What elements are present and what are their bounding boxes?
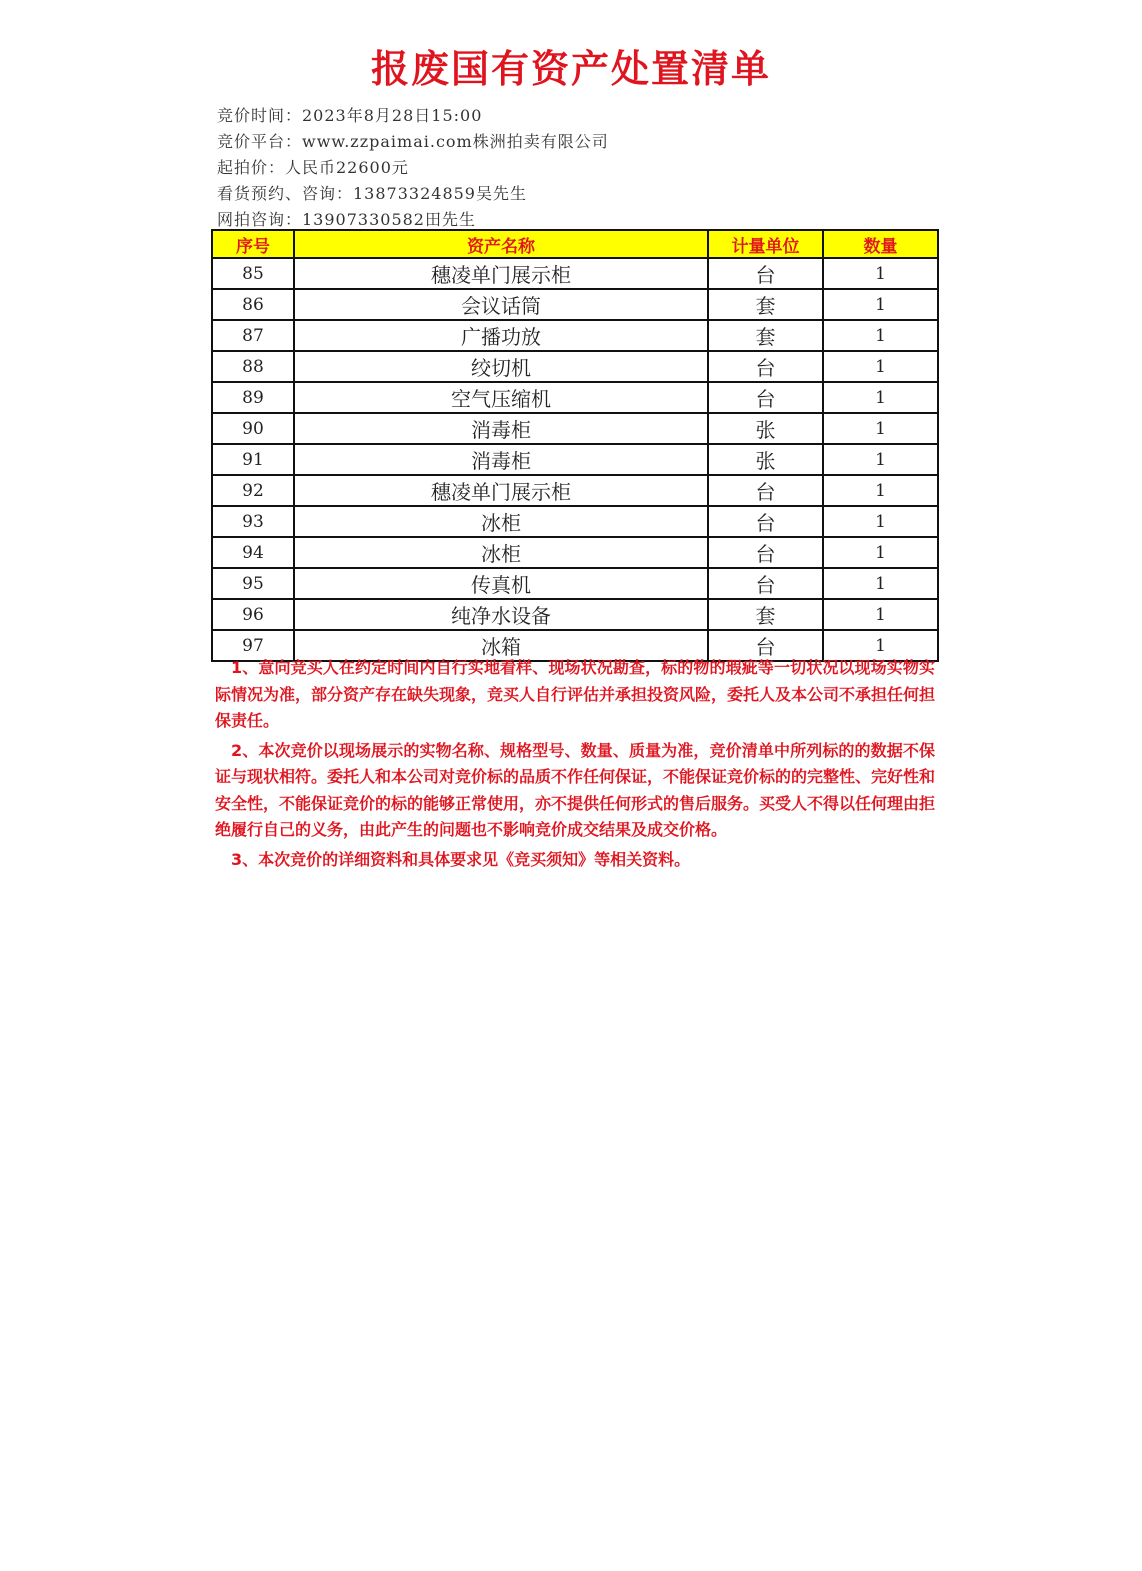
page-title: 报废国有资产处置清单 (370, 47, 771, 91)
serial-no: 96 (212, 599, 294, 630)
table-row (212, 444, 938, 475)
serial-no: 93 (212, 506, 294, 537)
note-reference: 3、本次竞价的详细资料和具体要求见《竞买须知》等相关资料。 (231, 849, 691, 869)
starting-price: 起拍价：人民币22600元 (217, 158, 409, 177)
table-header-row (212, 230, 938, 258)
asset-name: 空气压缩机 (294, 382, 708, 413)
viewing-contact: 看货预约、咨询：13873324859吴先生 (217, 184, 527, 203)
quantity: 1 (823, 537, 938, 568)
unit: 套 (708, 320, 823, 351)
serial-no: 97 (212, 630, 294, 661)
asset-name: 纯净水设备 (294, 599, 708, 630)
quantity: 1 (823, 320, 938, 351)
auction-time: 竞价时间：2023年8月28日15:00 (217, 106, 483, 125)
asset-name: 传真机 (294, 568, 708, 599)
asset-table (211, 229, 939, 662)
unit: 台 (708, 568, 823, 599)
unit: 台 (708, 475, 823, 506)
table-row (212, 506, 938, 537)
unit: 台 (708, 630, 823, 661)
asset-name: 会议话筒 (294, 289, 708, 320)
note-inspection: 1、意向竞买人在约定时间内自行实地看样、现场状况勘查，标的物的瑕疵等一切状况以现场实物实际情况为准，部分资产存在缺失现象，竞买人自行评估并承担投资风险，委托人及本公司不承担任何担保责任。 (215, 658, 936, 730)
unit: 台 (708, 537, 823, 568)
quantity: 1 (823, 382, 938, 413)
quantity: 1 (823, 258, 938, 289)
asset-name: 冰柜 (294, 537, 708, 568)
asset-name: 穗凌单门展示柜 (294, 475, 708, 506)
asset-name: 消毒柜 (294, 444, 708, 475)
asset-name: 穗凌单门展示柜 (294, 258, 708, 289)
serial-no: 94 (212, 537, 294, 568)
serial-no: 85 (212, 258, 294, 289)
quantity: 1 (823, 289, 938, 320)
table-row (212, 413, 938, 444)
asset-name: 冰柜 (294, 506, 708, 537)
serial-no: 86 (212, 289, 294, 320)
note-disclaimer: 2、本次竞价以现场展示的实物名称、规格型号、数量、质量为准，竞价清单中所列标的的数据不保证与现状相符。委托人和本公司对竞价标的品质不作任何保证，不能保证竞价标的的完整性、完好性和安全性，不能保证竞价的标的能够正常使用，亦不提供任何形式的售后服务。买受人不得以任何理由拒绝履行自己的义务，由此产生的问题也不影响竞价成交结果及成交价格。 (215, 740, 936, 839)
header-serial-no: 序号 (212, 230, 294, 258)
table-row (212, 599, 938, 630)
quantity: 1 (823, 413, 938, 444)
table-row (212, 382, 938, 413)
unit: 台 (708, 506, 823, 537)
serial-no: 88 (212, 351, 294, 382)
unit: 套 (708, 289, 823, 320)
quantity: 1 (823, 599, 938, 630)
table-row (212, 475, 938, 506)
header-unit: 计量单位 (708, 230, 823, 258)
quantity: 1 (823, 444, 938, 475)
table-row (212, 537, 938, 568)
quantity: 1 (823, 630, 938, 661)
asset-name: 冰箱 (294, 630, 708, 661)
asset-name: 消毒柜 (294, 413, 708, 444)
table-row (212, 568, 938, 599)
table-row (212, 289, 938, 320)
asset-name: 广播功放 (294, 320, 708, 351)
serial-no: 92 (212, 475, 294, 506)
unit: 台 (708, 382, 823, 413)
quantity: 1 (823, 351, 938, 382)
serial-no: 95 (212, 568, 294, 599)
table-row (212, 258, 938, 289)
serial-no: 87 (212, 320, 294, 351)
table-row (212, 320, 938, 351)
quantity: 1 (823, 506, 938, 537)
unit: 台 (708, 351, 823, 382)
serial-no: 91 (212, 444, 294, 475)
header-quantity: 数量 (823, 230, 938, 258)
notes (215, 655, 935, 876)
asset-name: 绞切机 (294, 351, 708, 382)
header-asset-name: 资产名称 (294, 230, 708, 258)
quantity: 1 (823, 475, 938, 506)
quantity: 1 (823, 568, 938, 599)
unit: 张 (708, 444, 823, 475)
table-row (212, 351, 938, 382)
serial-no: 89 (212, 382, 294, 413)
auction-info (217, 103, 937, 233)
unit: 台 (708, 258, 823, 289)
unit: 套 (708, 599, 823, 630)
online-contact: 网拍咨询：13907330582田先生 (217, 210, 476, 229)
serial-no: 90 (212, 413, 294, 444)
auction-platform: 竞价平台：www.zzpaimai.com株洲拍卖有限公司 (217, 132, 609, 151)
unit: 张 (708, 413, 823, 444)
